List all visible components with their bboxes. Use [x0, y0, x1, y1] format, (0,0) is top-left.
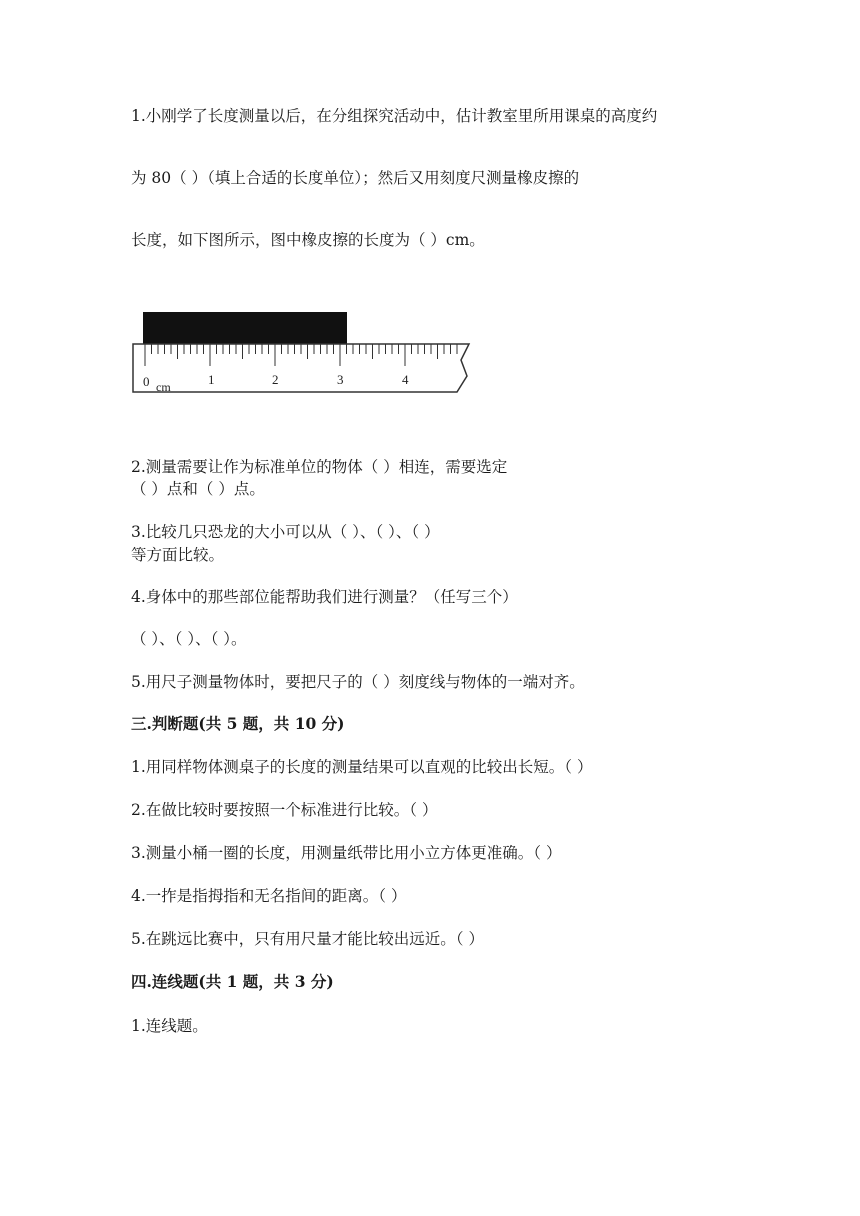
q3-line2: 等方面比较。: [131, 546, 225, 564]
s3-item-1: 1.用同样物体测桌子的长度的测量结果可以直观的比较出长短。（ ）: [131, 758, 593, 776]
q3-line1: 3.比较几只恐龙的大小可以从（ ）、（ ）、（ ）: [131, 523, 440, 541]
section3-heading: 三.判断题(共 5 题，共 10 分): [131, 714, 345, 733]
ruler-label-3: 3: [337, 372, 344, 387]
s3-item-4: 4.一拃是指拇指和无名指间的距离。（ ）: [131, 887, 407, 905]
q2-line1: 2.测量需要让作为标准单位的物体（ ）相连，需要选定: [131, 458, 508, 476]
ruler-label-1: 1: [208, 372, 215, 387]
q1-line3: 长度，如下图所示，图中橡皮擦的长度为（ ）cm。: [131, 231, 485, 249]
q4-line2: （ ）、（ ）、（ ）。: [131, 630, 247, 648]
ruler-label-0: 0: [143, 374, 150, 389]
q5-line: 5.用尺子测量物体时，要把尺子的（ ）刻度线与物体的一端对齐。: [131, 673, 585, 691]
s3-item-5: 5.在跳远比赛中，只有用尺量才能比较出远近。（ ）: [131, 930, 484, 948]
ruler-label-2: 2: [272, 372, 279, 387]
ruler-unit: cm: [156, 380, 171, 394]
ruler-label-4: 4: [402, 372, 409, 387]
q1-line1: 1.小刚学了长度测量以后，在分组探究活动中，估计教室里所用课桌的高度约: [131, 107, 658, 125]
eraser: [143, 312, 347, 344]
section4-heading: 四.连线题(共 1 题，共 3 分): [131, 972, 334, 991]
s3-item-3: 3.测量小桶一圈的长度，用测量纸带比用小立方体更准确。（ ）: [131, 844, 562, 862]
s4-item-1: 1.连线题。: [131, 1017, 208, 1035]
q1-line2: 为 80（ ）（填上合适的长度单位）；然后又用刻度尺测量橡皮擦的: [131, 169, 580, 187]
ruler-figure: [131, 310, 476, 398]
s3-item-2: 2.在做比较时要按照一个标准进行比较。（ ）: [131, 801, 438, 819]
q4-line1: 4.身体中的那些部位能帮助我们进行测量？（任写三个）: [131, 588, 518, 606]
q2-line2: （ ）点和（ ）点。: [131, 480, 265, 498]
